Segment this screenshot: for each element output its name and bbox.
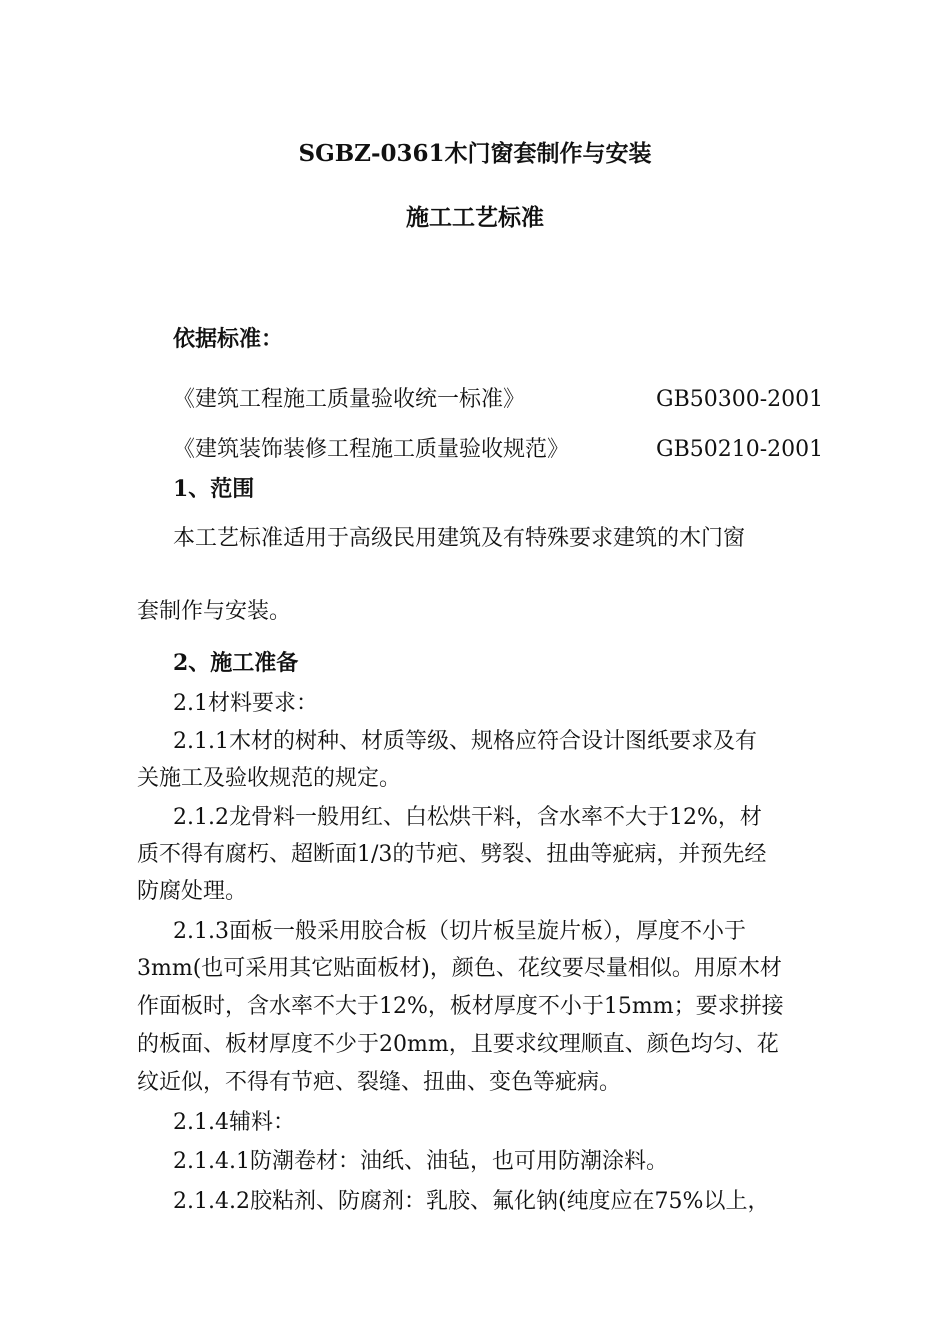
standard-code-1: GB50300-2001 [656, 387, 824, 412]
paragraph-line: 2.1.1木材的树种、材质等级、规格应符合设计图纸要求及有 [173, 729, 757, 754]
basis-heading: 依据标准： [173, 326, 284, 352]
paragraph-line: 防腐处理。 [137, 879, 248, 904]
paragraph-line: 质不得有腐朽、超断面1/3的节疤、劈裂、扭曲等疵病，并预先经 [137, 842, 767, 867]
paragraph-line: 纹近似，不得有节疤、裂缝、扭曲、变色等疵病。 [137, 1070, 622, 1095]
document-title: SGBZ-0361木门窗套制作与安装 [298, 140, 652, 167]
standard-name-1: 《建筑工程施工质量验收统一标准》 [173, 387, 526, 412]
section1-heading: 1、范围 [173, 476, 255, 502]
paragraph-line: 本工艺标准适用于高级民用建筑及有特殊要求建筑的木门窗 [173, 526, 746, 551]
paragraph-line: 2.1.4.1防潮卷材：油纸、油毡，也可用防潮涂料。 [173, 1149, 668, 1174]
standard-name-2: 《建筑装饰装修工程施工质量验收规范》 [173, 437, 570, 462]
paragraph-line: 关施工及验收规范的规定。 [137, 766, 402, 791]
paragraph-line: 套制作与安装。 [137, 599, 292, 624]
paragraph-line: 2.1材料要求： [173, 691, 318, 716]
section2-heading: 2、施工准备 [173, 650, 299, 676]
paragraph-line: 2.1.4辅料： [173, 1110, 295, 1135]
paragraph-line: 3mm(也可采用其它贴面板材)，颜色、花纹要尽量相似。用原木材 [137, 956, 782, 981]
paragraph-line: 的板面、板材厚度不少于20mm，且要求纹理顺直、颜色均匀、花 [137, 1032, 779, 1057]
paragraph-line: 作面板时，含水率不大于12%，板材厚度不小于15mm；要求拼接 [137, 994, 784, 1019]
paragraph-line: 2.1.4.2胶粘剂、防腐剂：乳胶、氟化钠(纯度应在75%以上， [173, 1189, 770, 1214]
standard-code-2: GB50210-2001 [656, 437, 824, 462]
paragraph-line: 2.1.3面板一般采用胶合板（切片板呈旋片板），厚度不小于 [173, 919, 746, 944]
paragraph-line: 2.1.2龙骨料一般用红、白松烘干料，含水率不大于12%，材 [173, 805, 762, 830]
document-subtitle: 施工工艺标准 [406, 204, 544, 231]
